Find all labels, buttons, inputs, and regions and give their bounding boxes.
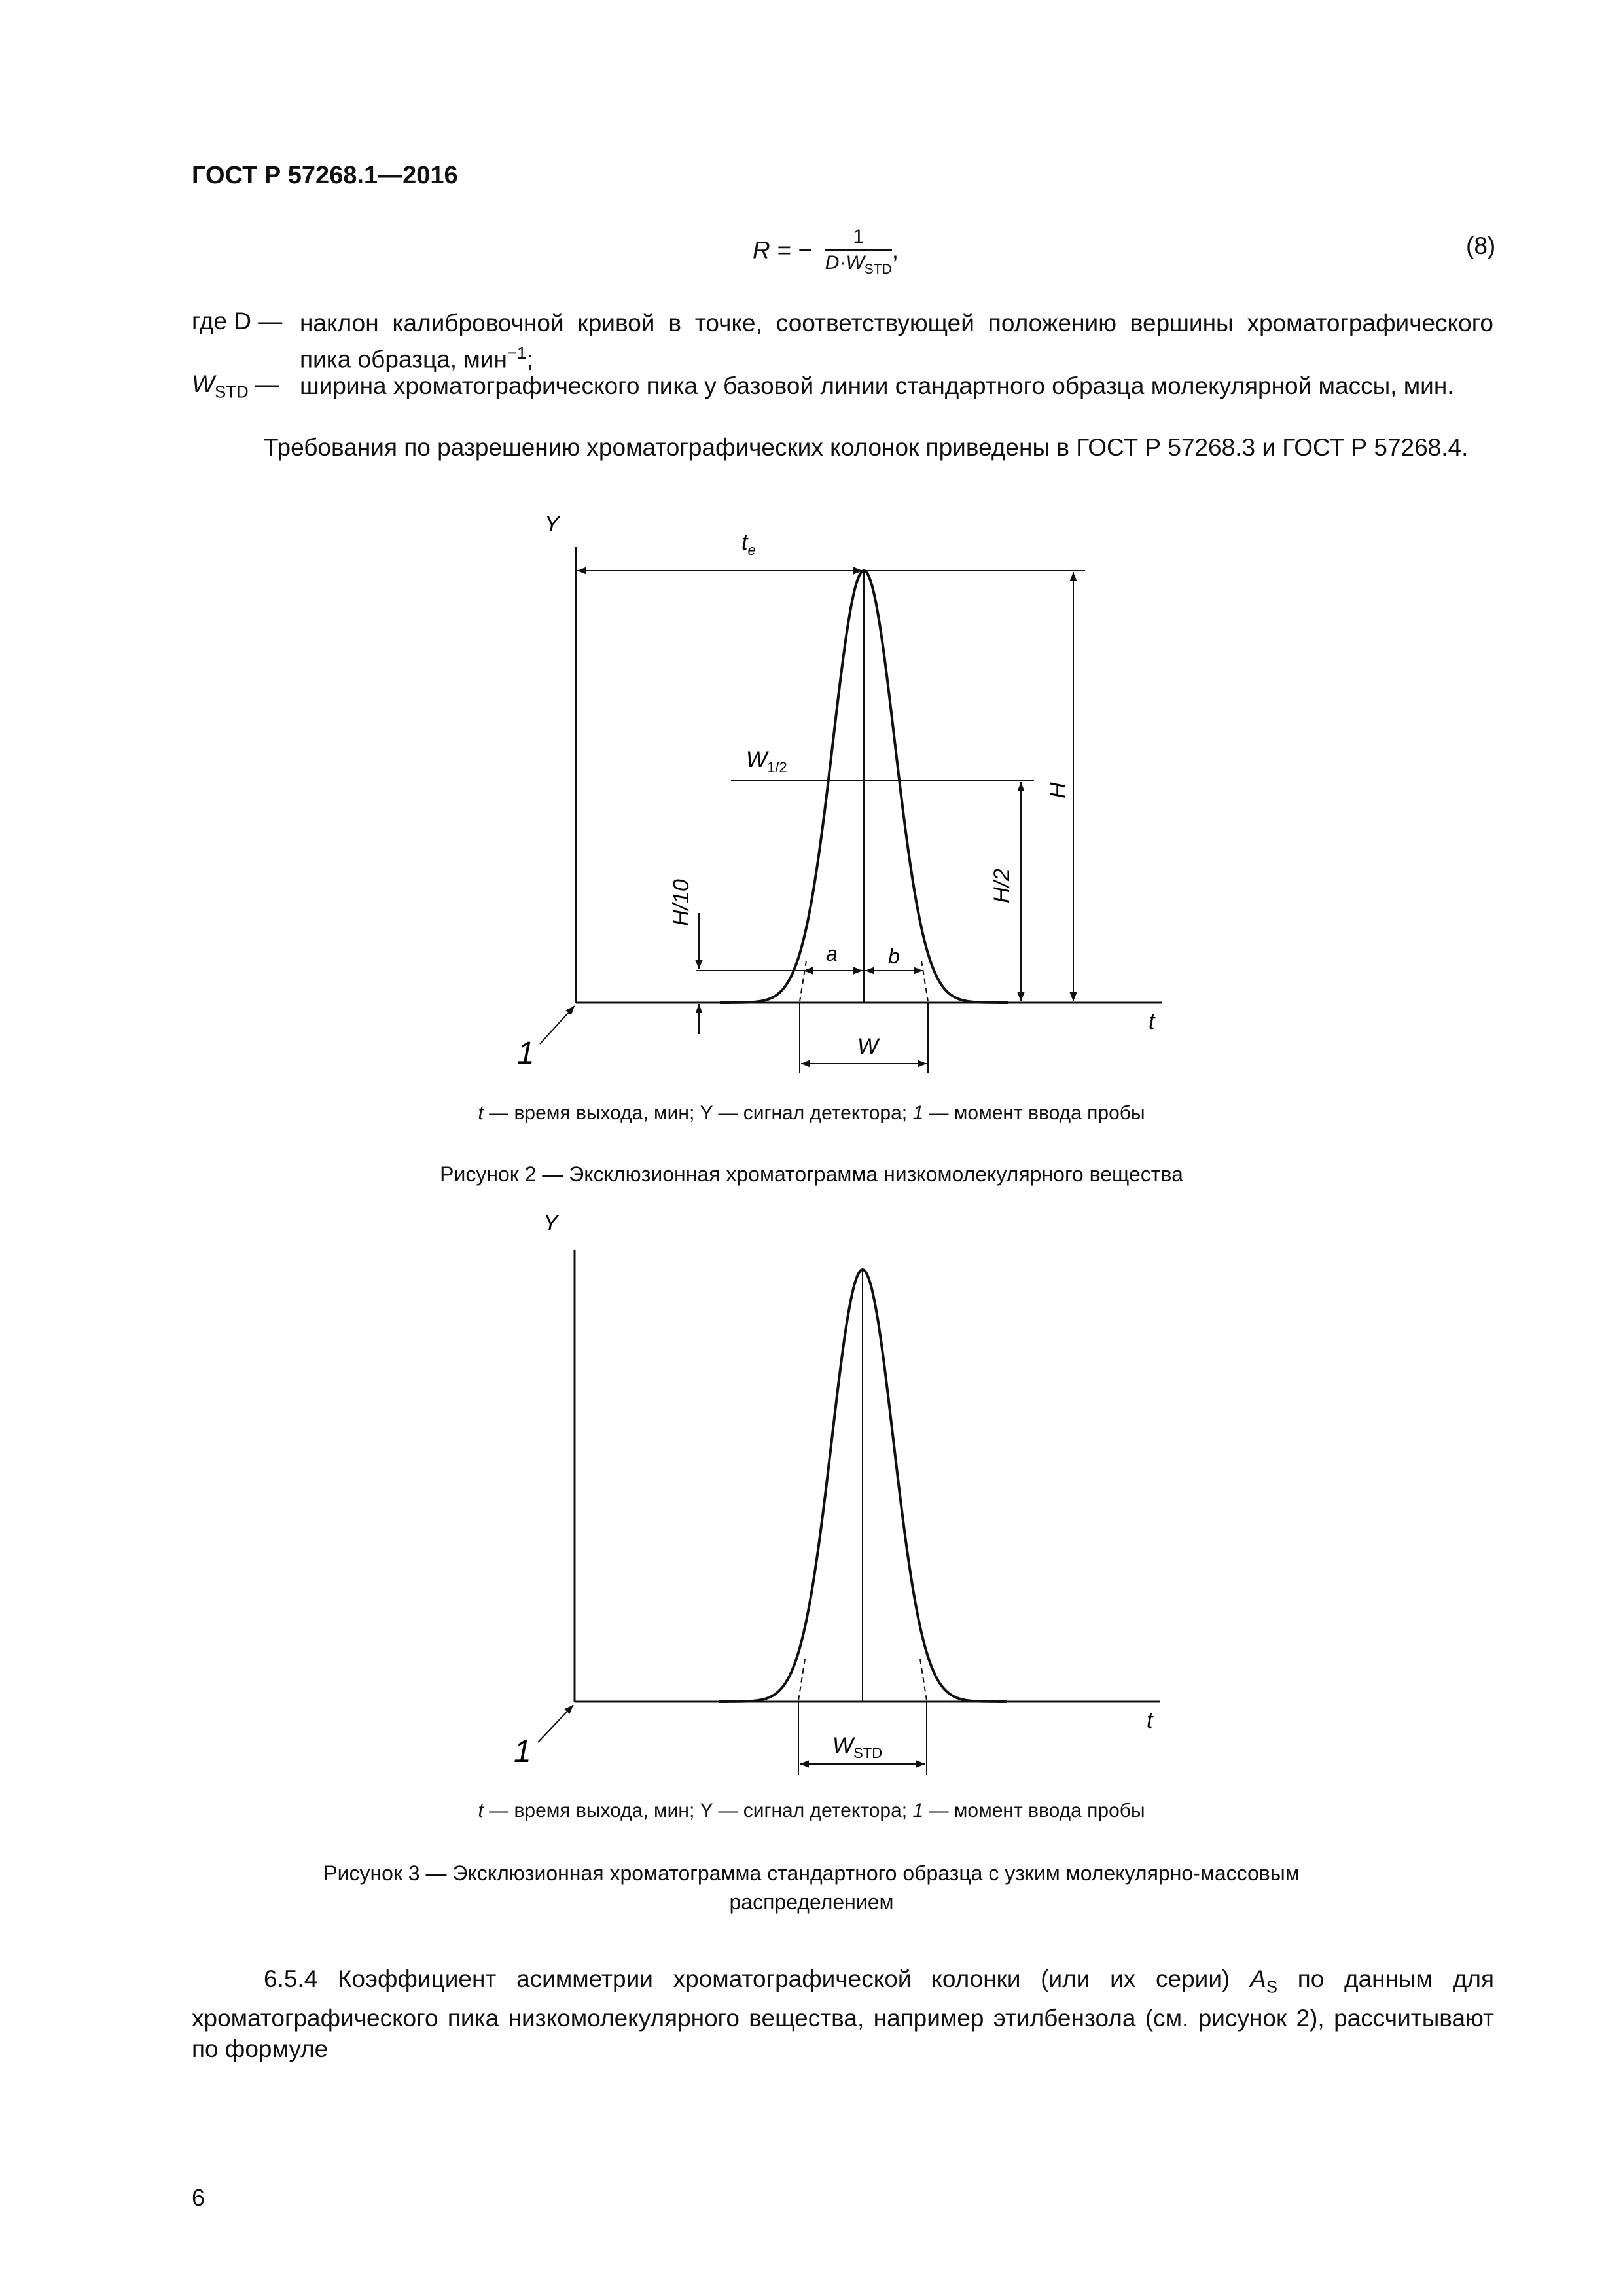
equation-number: (8) [1466, 232, 1496, 259]
formula-lhs: R = − [753, 236, 812, 264]
definition-term-wstd: $W_{STD}$ — [192, 370, 280, 402]
figure-3-caption-line2: распределением [729, 1890, 894, 1914]
figure-3-caption [0, 1859, 1623, 1916]
section-6-5-4-paragraph: 6.5.4 Коэффициент асимметрии хроматографической колонки (или их серии) $A_S$ по данным для хроматографического пика низкомолекулярного вещества, например этилбензола (см. рисунок 2), рассчитывают по формуле [192, 1965, 1495, 2063]
h-label: H [1046, 782, 1071, 798]
figure-2-caption: Рисунок 2 — Эксклюзионная хроматограмма низкомолекулярного вещества [440, 1162, 1183, 1186]
h-tenth-label: H/10 [669, 879, 694, 926]
page-number: 6 [192, 2184, 205, 2211]
right-tangent-dashed [921, 961, 928, 1001]
wstd-label: $W_{STD}$ [832, 1733, 883, 1761]
figure-3-legend: t — время выхода, мин; Y — сигнал детектора; 1 — момент ввода пробы [478, 1800, 1145, 1821]
definition-body-wstd: ширина хроматографического пика у базовой линии стандартного образца молекулярной массы, мин. [300, 372, 1454, 399]
figure-3-chromatogram [0, 1178, 1623, 1833]
te-label: $t_e$ [741, 530, 756, 558]
formula-numerator: 1 [825, 226, 892, 251]
a-label: a [826, 942, 838, 965]
y-axis-label: Y [544, 512, 560, 537]
w-label: W [857, 1034, 879, 1059]
requirements-paragraph: Требования по разрешению хроматографических колонок приведены в ГОСТ Р 57268.3 и ГОСТ Р 57268.4. [264, 434, 1469, 461]
injection-pointer-3 [538, 1705, 573, 1742]
definition-term-d: где D — [192, 308, 283, 334]
injection-label-3: 1 [514, 1734, 531, 1769]
formula-denominator: $D\cdot W_{STD}$ [825, 252, 892, 277]
document-header: ГОСТ Р 57268.1—2016 [192, 162, 458, 189]
injection-pointer [540, 1006, 575, 1044]
figure-2-legend: t — время выхода, мин; Y — сигнал детектора; 1 — момент ввода пробы [478, 1102, 1145, 1124]
w-half-label: $W_{1/2}$ [746, 747, 787, 776]
left-tangent-dashed [800, 961, 806, 1001]
t-axis-label: t [1149, 1009, 1155, 1034]
definition-body-d: наклон калибровочной кривой в точке, соответствующей положению вершины хроматографического пика образца, мин$^{-1}$; [300, 310, 1493, 373]
formula-comma: , [891, 236, 899, 264]
figure-2-chromatogram [0, 0, 1623, 1113]
h-half-label: H/2 [990, 869, 1014, 903]
injection-label: 1 [517, 1036, 535, 1071]
right-tangent-dashed-3 [920, 1659, 927, 1700]
b-label: b [888, 944, 900, 968]
t-axis-label-3: t [1147, 1708, 1153, 1733]
figure-3-caption-line1: Рисунок 3 — Эксклюзионная хроматограмма стандартного образца с узким молекулярно-массовым [323, 1861, 1300, 1885]
y-axis-label-3: Y [543, 1211, 558, 1236]
left-tangent-dashed-3 [798, 1659, 805, 1700]
